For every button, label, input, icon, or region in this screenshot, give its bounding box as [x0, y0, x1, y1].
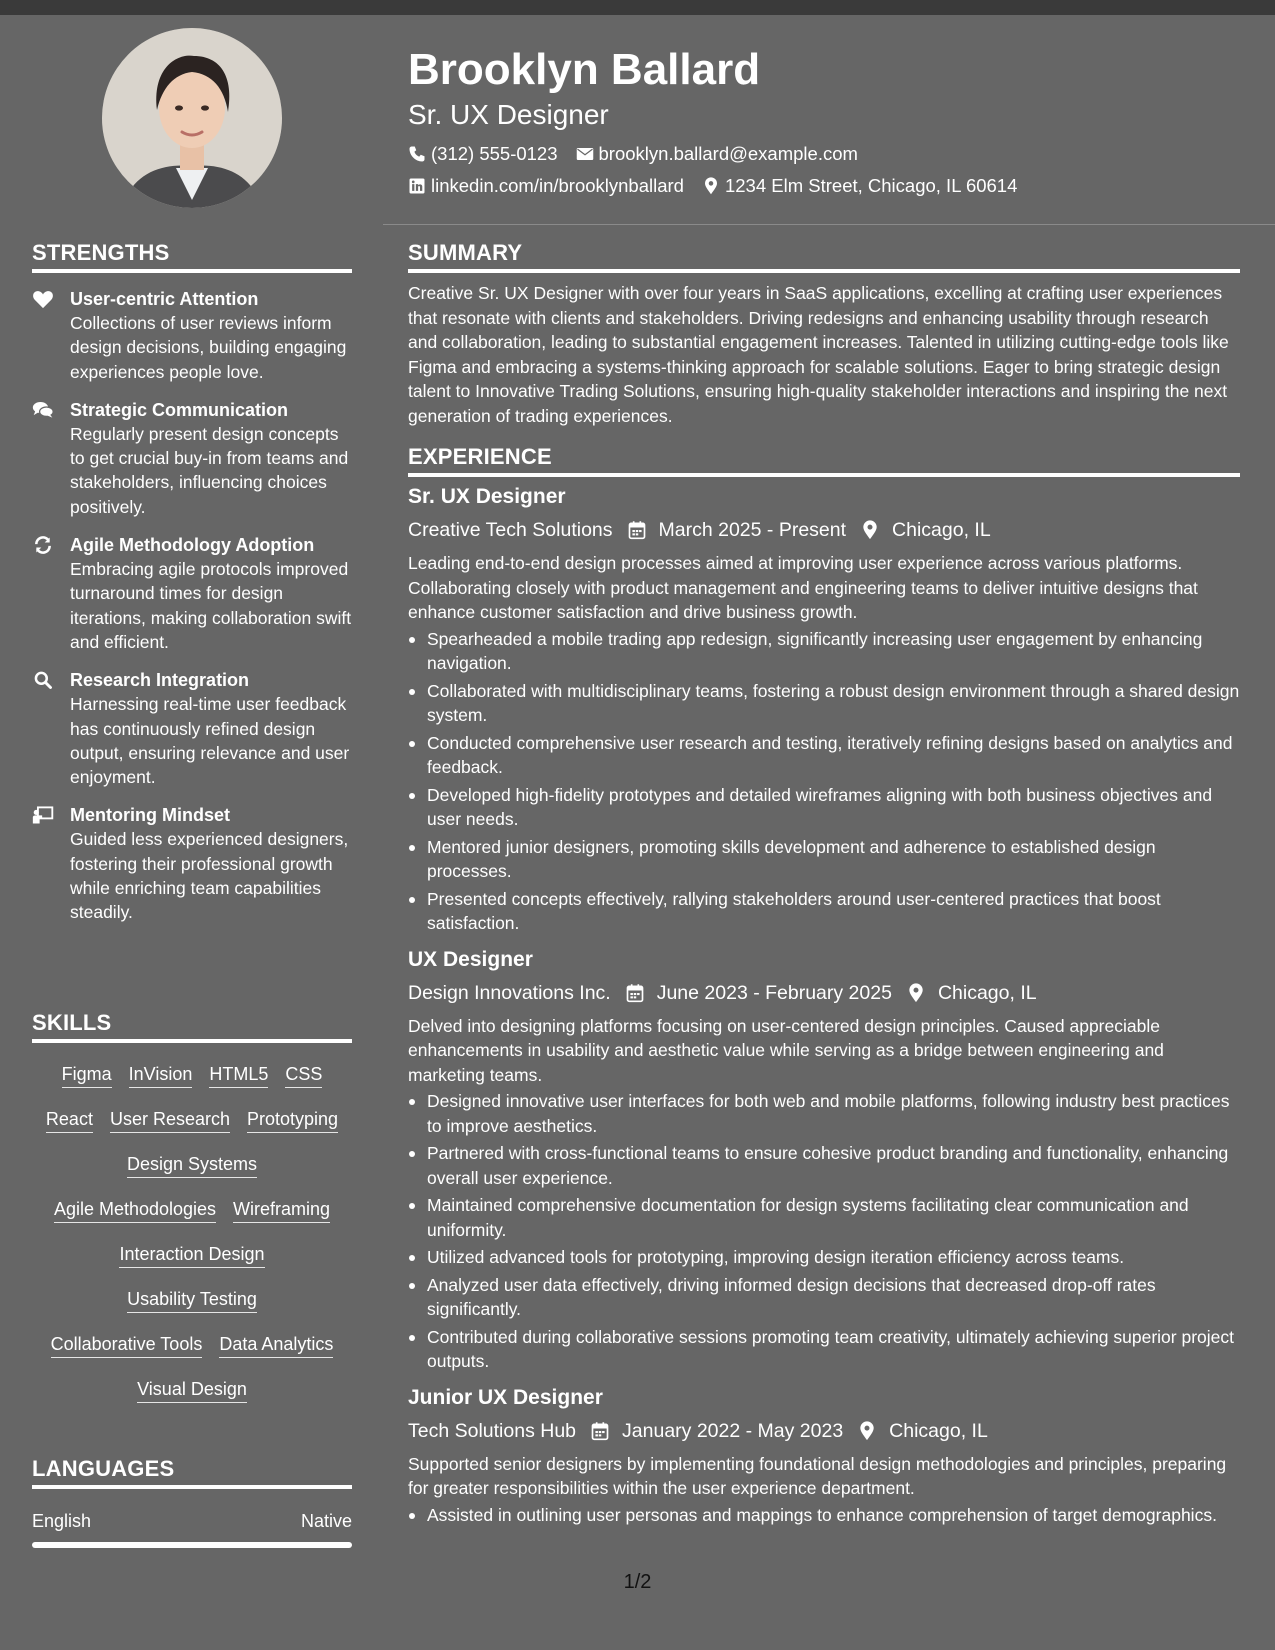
job-bullet: Partnered with cross-functional teams to ensure cohesive product branding and functionality, enhancing overall user experience. [408, 1141, 1240, 1190]
skill-tag: InVision [129, 1063, 193, 1088]
summary-section [408, 240, 1240, 428]
presentation-icon [32, 805, 54, 825]
summary-text: Creative Sr. UX Designer with over four years in SaaS applications, excelling at crafting user experiences that resonate with clients and stakeholders. Driving redesigns and enhancing usability through research and collaboration, leading to substantial engagement increases. Talented in utilizing cutting-edge tools like Figma and embracing a systems-thinking approach for scalable solutions. Eager to bring strategic design talent to Innovative Trading Solutions, ensuring high-quality stakeholder interactions and inspiring the next generation of trading experiences. [408, 283, 1229, 426]
calendar-icon [590, 1421, 610, 1441]
map-marker-icon [906, 983, 926, 1003]
job-dates: March 2025 - Present [658, 519, 847, 541]
job-bullet: Developed high-fidelity prototypes and detailed wireframes aligning with both business objectives and user needs. [408, 783, 1240, 832]
job-title: Junior UX Designer [408, 1385, 603, 1409]
job-bullet: Contributed during collaborative sessions promoting team creativity, ultimately achieving superior project outputs. [408, 1325, 1240, 1374]
job-description: Delved into designing platforms focusing on user-centered design principles. Caused appreciable enhancements in usability and aesthetic value while serving as a bridge between engineering and marketing teams. [408, 1015, 1164, 1085]
phone-number: (312) 555-0123 [431, 143, 558, 164]
contact-row [408, 174, 1238, 198]
linkedin-icon [408, 177, 426, 195]
heart-icon [32, 289, 54, 309]
strength-item [32, 668, 352, 789]
job-bullet: Spearheaded a mobile trading app redesign, significantly increasing user engagement by enhancing navigation. [408, 627, 1240, 676]
strength-title: User-centric Attention [70, 289, 259, 309]
strength-title: Agile Methodology Adoption [70, 535, 315, 556]
skill-row [32, 1053, 352, 1098]
map-marker-icon [702, 177, 720, 195]
strength-desc: Harnessing real-time user feedback has continuously refined design output, ensuring relevance and user enjoyment. [70, 694, 350, 788]
strength-desc: Collections of user reviews inform design decisions, building engaging experiences people love. [70, 313, 347, 382]
summary-heading: SUMMARY [408, 240, 1240, 273]
job-role: Sr. UX Designer [408, 99, 609, 130]
strengths-section [32, 240, 352, 925]
skill-row [32, 1188, 352, 1233]
strength-item [32, 803, 352, 924]
phone-contact [408, 142, 558, 166]
strength-item [32, 533, 352, 654]
experience-section [408, 444, 1240, 1530]
skill-tag: Prototyping [247, 1108, 338, 1133]
job-location: Chicago, IL [937, 981, 1037, 1004]
job-bullet: Assisted in outlining user personas and mappings to enhance comprehension of target demographics. [408, 1503, 1240, 1528]
contact-row [408, 142, 1238, 166]
job-bullet: Maintained comprehensive documentation for design systems facilitating clear communication and uniformity. [408, 1193, 1240, 1242]
job-bullet: Analyzed user data effectively, driving informed design decisions that decreased drop-off rates significantly. [408, 1273, 1240, 1322]
map-marker-icon [860, 520, 880, 540]
job-bullet: Utilized advanced tools for prototyping, improving design iteration efficiency across teams. [408, 1245, 1240, 1270]
address-contact [702, 174, 1017, 198]
job-title: Sr. UX Designer [408, 485, 566, 508]
job-dates: January 2022 - May 2023 [622, 1419, 844, 1442]
job-bullets [408, 1089, 1240, 1374]
strengths-heading: STRENGTHS [32, 240, 352, 273]
skill-row [32, 1278, 352, 1323]
job-bullet: Presented concepts effectively, rallying stakeholders around user-centered practices that boost satisfaction. [408, 887, 1240, 936]
linkedin-url[interactable]: linkedin.com/in/brooklynballard [431, 175, 684, 196]
skill-tag: Collaborative Tools [51, 1333, 203, 1358]
company-name: Creative Tech Solutions [408, 519, 613, 541]
job-location: Chicago, IL [889, 1419, 988, 1442]
skill-row [32, 1368, 352, 1413]
skill-tag: Agile Methodologies [54, 1198, 216, 1223]
job-meta [408, 980, 1240, 1006]
full-name: Brooklyn Ballard [408, 45, 761, 94]
strength-item [32, 398, 352, 519]
strength-desc: Regularly present design concepts to get crucial buy-in from teams and stakeholders, influencing choices positively. [70, 423, 349, 517]
job-bullet: Conducted comprehensive user research and testing, iteratively refining designs based on analytics and feedback. [408, 731, 1240, 780]
envelope-icon [576, 145, 594, 163]
language-proficiency-bar [32, 1542, 352, 1548]
skill-tag: Usability Testing [127, 1288, 257, 1313]
languages-heading: LANGUAGES [32, 1456, 352, 1489]
map-marker-icon [857, 1421, 877, 1441]
strength-desc: Guided less experienced designers, fostering their professional growth while enriching team capabilities steadily. [70, 829, 349, 923]
skill-tag: Design Systems [127, 1153, 257, 1178]
skill-tag: Wireframing [233, 1198, 330, 1223]
sync-icon [32, 535, 54, 555]
job-bullet: Designed innovative user interfaces for both web and mobile platforms, following industry best practices to improve aesthetics. [408, 1089, 1240, 1138]
experience-heading: EXPERIENCE [408, 444, 1240, 477]
email-contact[interactable] [576, 142, 858, 166]
skill-tag: HTML5 [209, 1063, 268, 1088]
skill-tag: Visual Design [137, 1378, 247, 1403]
skill-row [32, 1143, 352, 1188]
language-level: Native [300, 1511, 352, 1531]
skill-tag: Interaction Design [119, 1243, 264, 1268]
job-entry [408, 946, 1240, 1374]
languages-section [32, 1456, 352, 1548]
job-description: Leading end-to-end design processes aimed at improving user experience across various platforms. Collaborating closely with product management and engineering teams to deliver intuitive designs that enhance customer satisfaction and drive business growth. [408, 553, 1198, 622]
job-title: UX Designer [408, 947, 533, 971]
language-name: English [32, 1511, 92, 1531]
strength-title: Strategic Communication [70, 399, 289, 420]
skills-heading: SKILLS [32, 1010, 352, 1043]
job-location: Chicago, IL [892, 519, 991, 541]
job-meta [408, 1418, 1240, 1444]
strength-item [32, 287, 352, 384]
company-name: Tech Solutions Hub [408, 1419, 577, 1442]
job-bullets [408, 627, 1240, 936]
job-meta [408, 517, 1240, 543]
comments-icon [32, 400, 54, 420]
linkedin-contact[interactable] [408, 174, 684, 198]
top-bar [0, 0, 1275, 15]
job-bullets [408, 1503, 1240, 1528]
skill-list [32, 1053, 352, 1413]
resume-header [408, 40, 1238, 198]
skill-tag: User Research [110, 1108, 230, 1133]
calendar-icon [625, 983, 645, 1003]
page-number: 1/2 [623, 1571, 652, 1593]
phone-icon [408, 145, 426, 163]
skill-tag: CSS [285, 1063, 322, 1088]
job-bullet: Collaborated with multidisciplinary teams, fostering a robust design environment through a shared design system. [408, 679, 1240, 728]
search-icon [32, 670, 54, 690]
strength-desc: Embracing agile protocols improved turnaround times for design iterations, making collaboration swift and efficient. [70, 559, 352, 652]
skill-row [32, 1233, 352, 1278]
skill-row [32, 1323, 352, 1368]
job-entry [408, 483, 1240, 936]
skill-row [32, 1098, 352, 1143]
language-row [32, 1511, 352, 1532]
job-dates: June 2023 - February 2025 [656, 981, 892, 1004]
profile-photo [102, 28, 282, 208]
calendar-icon [627, 520, 647, 540]
strength-title: Research Integration [70, 670, 250, 691]
email-address[interactable]: brooklyn.ballard@example.com [598, 143, 858, 164]
company-name: Design Innovations Inc. [408, 981, 611, 1004]
strength-title: Mentoring Mindset [70, 805, 230, 826]
street-address: 1234 Elm Street, Chicago, IL 60614 [724, 175, 1018, 196]
skill-tag: Figma [62, 1063, 112, 1088]
header-divider [383, 224, 1275, 225]
skill-tag: Data Analytics [219, 1333, 333, 1358]
job-entry [408, 1384, 1240, 1528]
skill-tag: React [46, 1108, 93, 1133]
job-description: Supported senior designers by implementing foundational design methodologies and principles, preparing for greater responsibilities within the user experience department. [408, 1453, 1227, 1498]
job-bullet: Mentored junior designers, promoting skills development and adherence to established design processes. [408, 835, 1240, 884]
skills-section [32, 1010, 352, 1413]
